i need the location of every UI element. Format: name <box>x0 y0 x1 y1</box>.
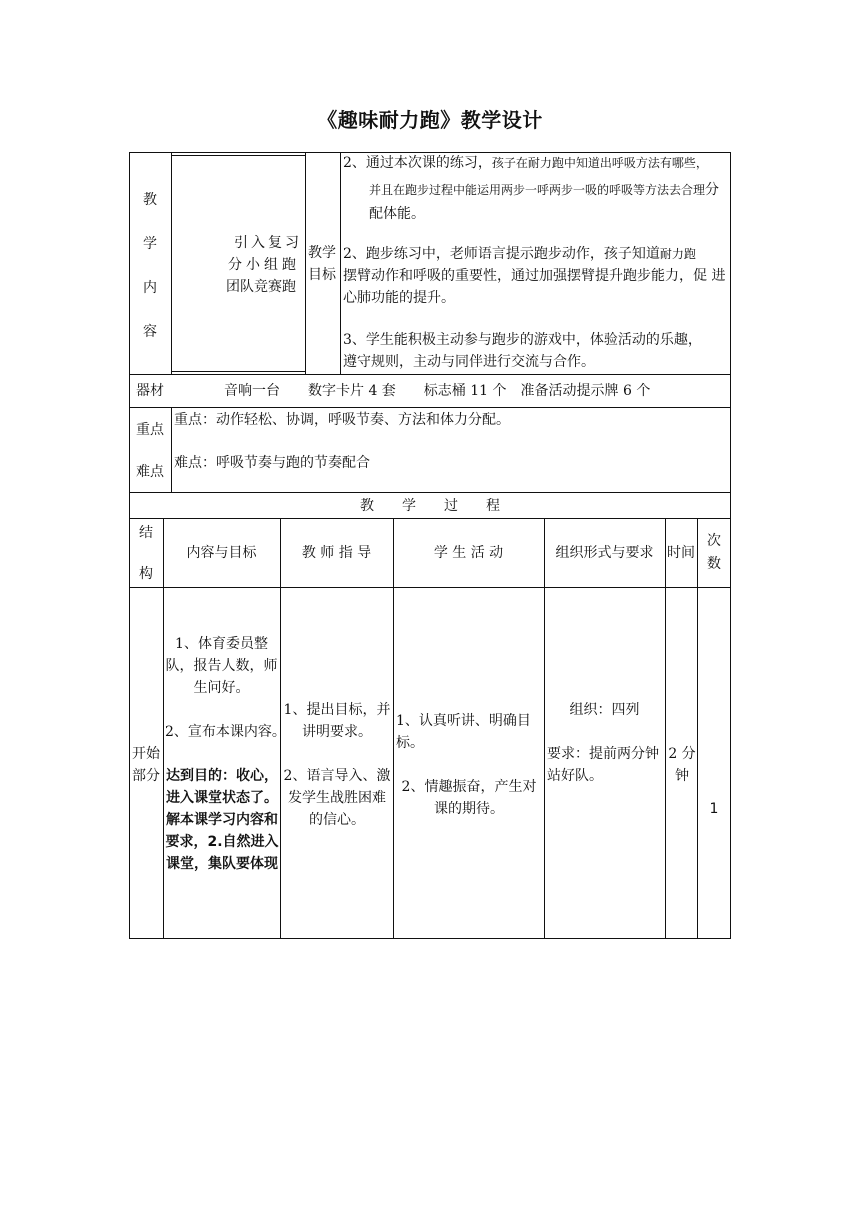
col-time: 时间 <box>667 545 695 561</box>
col-organization: 组织形式与要求 <box>555 545 654 561</box>
row-student-2: 2、情趣振奋，产生对课的期待。 <box>401 779 537 817</box>
goal-2a-line1 <box>343 152 708 174</box>
goal-2a-main: 2、通过本次课的练习， <box>343 155 492 171</box>
col-teacher: 教 师 指 导 <box>301 545 372 561</box>
row-structure-1: 开始 <box>132 746 160 762</box>
difficulty-label: 难点 <box>136 464 164 480</box>
process-header: 教 学 过 程 <box>360 498 500 514</box>
col-content: 内容与目标 <box>186 545 257 561</box>
difficulty-text: 难点：呼吸节奏与跑的节奏配合 <box>174 455 370 471</box>
col-count-1: 次 <box>707 533 721 549</box>
row-org-1: 组织：四列 <box>569 702 640 718</box>
row-content-2: 2、宣布本课内容。 <box>165 724 286 740</box>
equipment-value: 音响一台 数字卡片 4 套 标志桶 11 个 准备活动提示牌 6 个 <box>224 383 651 399</box>
row-org-2: 要求：提前两分钟站好队。 <box>547 746 659 784</box>
col-structure-2: 构 <box>139 566 153 582</box>
goal-3-line1: 3、学生能积极主动参与跑步的游戏中，体验活动的乐趣， <box>343 332 702 348</box>
content-item-2: 分小组跑 <box>228 257 300 273</box>
goal-2b-line3: 心肺功能的提升。 <box>343 290 455 306</box>
row-count: 1 <box>709 801 719 817</box>
equipment-label: 器材 <box>136 383 164 399</box>
focus-text: 重点：动作轻松、协调，呼吸节奏、方法和体力分配。 <box>174 412 510 428</box>
goal-2b-main: 2、跑步练习中，老师语言提示跑步动作，孩子知道 <box>343 246 660 262</box>
row-time: 2 分钟 <box>668 746 696 784</box>
row-teacher-2: 2、语言导入、激发学生战胜困难的信心。 <box>283 768 391 828</box>
goal-3-line2: 遵守规则，主动与同伴进行交流与合作。 <box>343 354 595 370</box>
row-structure-2: 部分 <box>132 768 160 784</box>
document-title: 《趣味耐力跑》教学设计 <box>317 108 543 132</box>
col-count-2: 数 <box>707 556 721 572</box>
goal-2b-small: 耐力跑 <box>659 247 696 261</box>
row-content-goal: 达到目的：收心，进入课堂状态了。解本课学习内容和要求，2.自然进入课堂，集队要体现 <box>165 768 279 872</box>
col-structure-1: 结 <box>139 525 153 541</box>
goal-label-2: 目标 <box>308 267 336 283</box>
goal-label-1: 教学 <box>308 245 336 261</box>
goal-2b-line2: 摆臂动作和呼吸的重要性，通过加强摆臂提升跑步能力，促 进 <box>343 268 726 284</box>
goal-2a-small: 孩子在耐力跑中知道出呼吸方法有哪些， <box>491 156 708 170</box>
content-label-3: 内 <box>143 280 157 296</box>
content-label-4: 容 <box>143 324 157 340</box>
row-teacher-1: 1、提出目标，并讲明要求。 <box>283 702 391 740</box>
goal-2a-line2: 并且在跑步过程中能运用两步一呼两步一吸的呼吸等方法去合理分配体能。 <box>369 182 720 222</box>
keypoint-label: 重点 <box>136 422 164 438</box>
goal-2b-line1 <box>343 243 696 265</box>
content-item-3: 团队竞赛跑 <box>226 279 296 295</box>
row-content-1: 1、体育委员整队，报告人数，师生问好。 <box>165 636 278 696</box>
content-label-1: 教 <box>143 192 157 208</box>
goal-2a-end-inline: 分配体能。 <box>369 182 720 222</box>
content-item-1: 引入复习 <box>234 235 302 251</box>
col-student: 学 生 活 动 <box>433 545 504 561</box>
row-student-1: 1、认真听讲、明确目标。 <box>396 713 531 751</box>
content-label-2: 学 <box>143 236 157 252</box>
